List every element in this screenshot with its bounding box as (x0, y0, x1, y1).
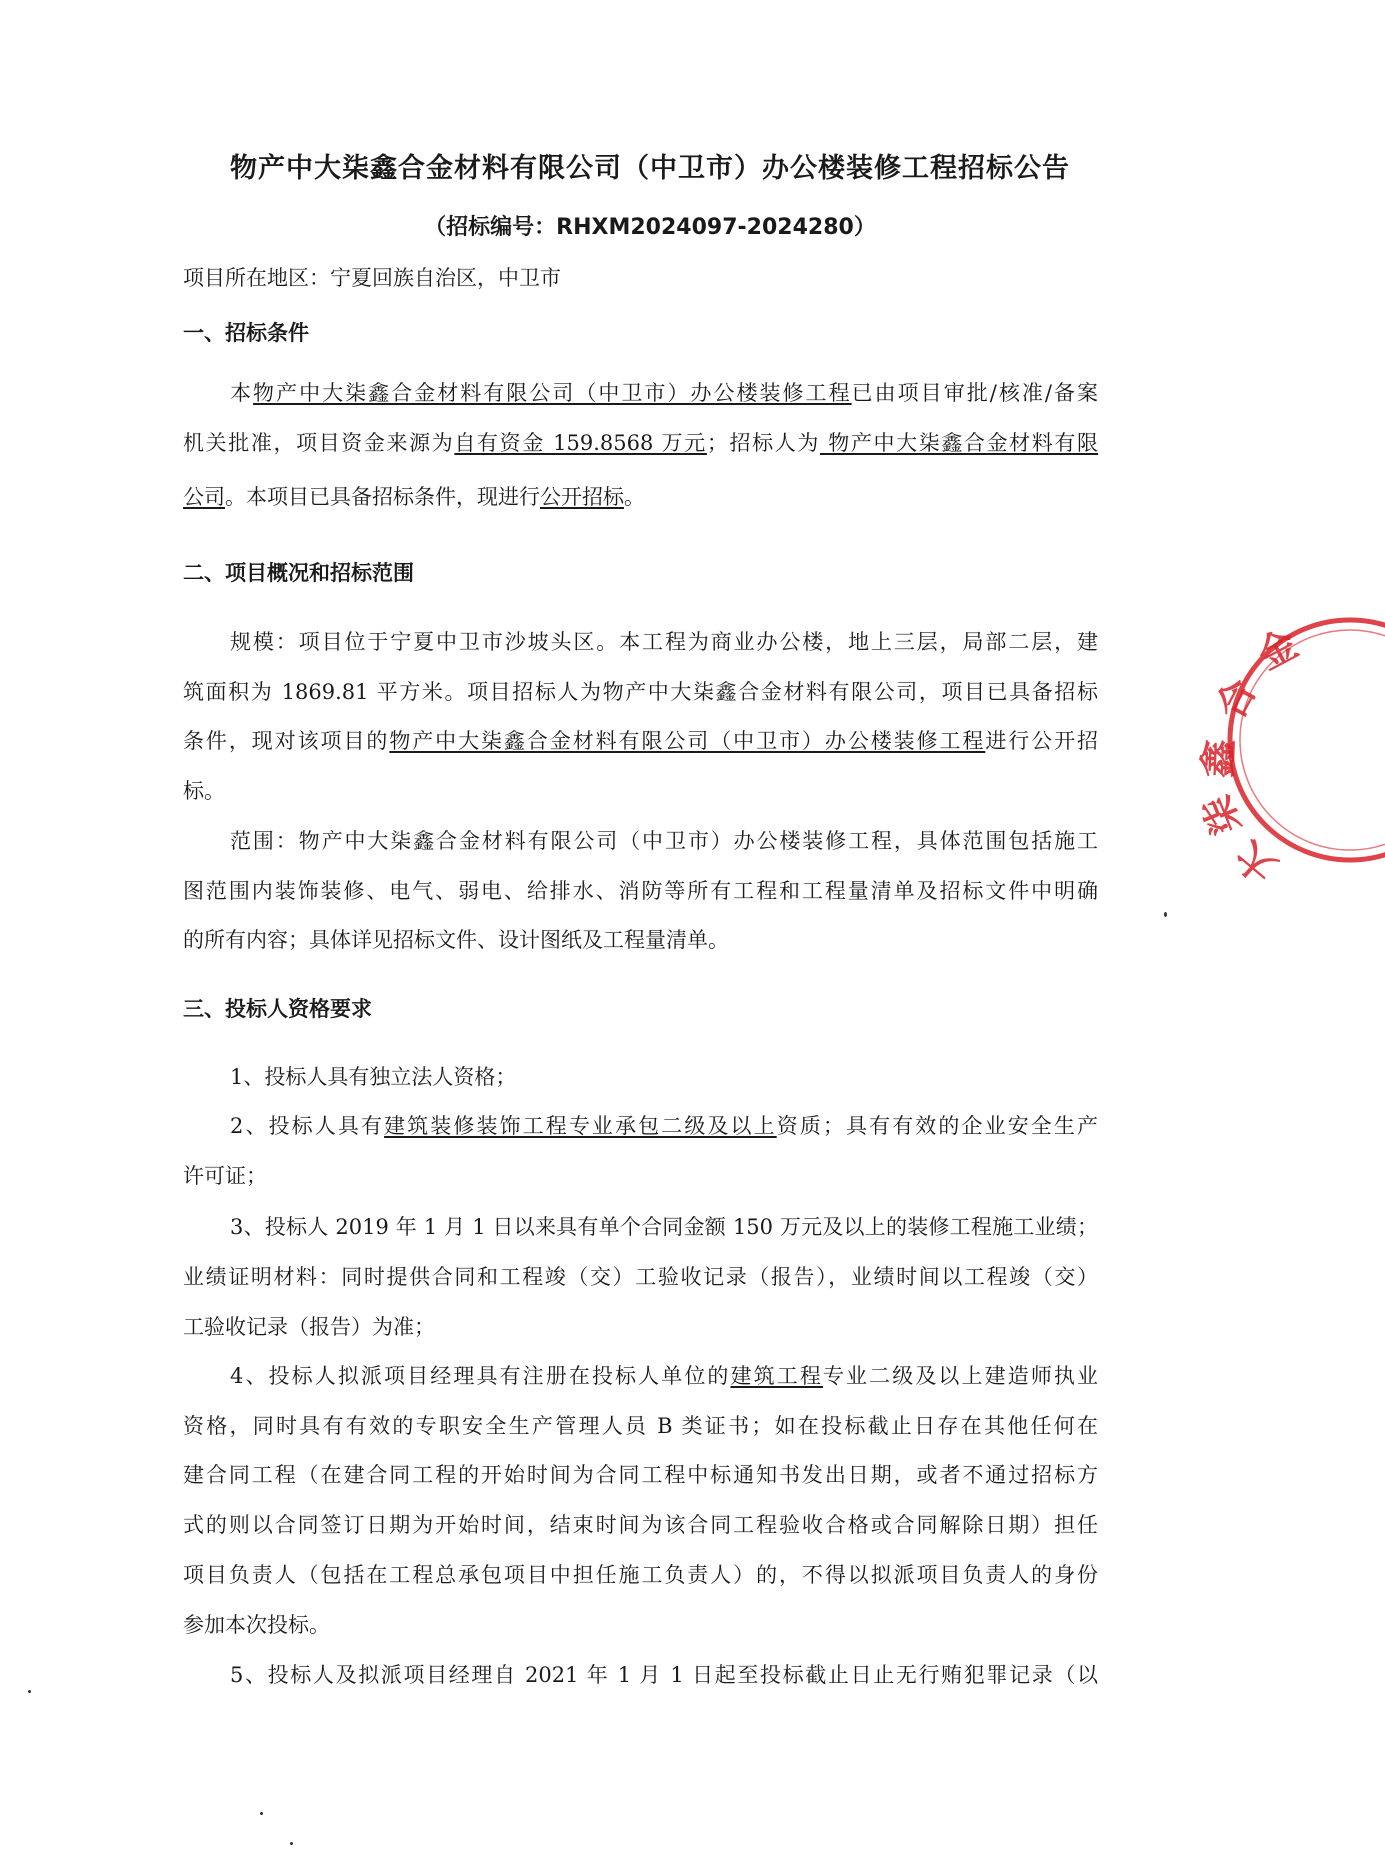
paragraph-line: 工验收记录（报告）为准； (183, 1315, 435, 1339)
text-run: 资质；具有有效的企业安全生产 (776, 1114, 1098, 1138)
svg-text:柒: 柒 (1194, 789, 1250, 842)
scan-speck (1164, 912, 1167, 917)
list-item (230, 1111, 1098, 1141)
paragraph-line: 规模：项目位于宁夏中卫市沙坡头区。本工程为商业办公楼，地上三层，局部二层，建 (230, 630, 1098, 654)
paragraph-line: 参加本次投标。 (183, 1613, 330, 1637)
text-run: 进行公开招 (985, 729, 1099, 753)
tender-number: （招标编号：RHXM2024097-2024280） (424, 215, 876, 240)
text-run: 已由项目审批/核准/备案 (851, 381, 1099, 405)
paragraph-line: 业绩证明材料：同时提供合同和工程竣（交）工验收记录（报告），业绩时间以工程竣（交） (183, 1265, 1098, 1289)
scan-speck (260, 1812, 263, 1815)
svg-text:合: 合 (1208, 672, 1265, 727)
paragraph-line: 的所有内容；具体详见招标文件、设计图纸及工程量清单。 (183, 928, 729, 952)
text-run: ；招标人为 (706, 431, 820, 455)
paragraph-line (183, 726, 1098, 756)
text-run: 条件，现对该项目的 (183, 729, 390, 753)
underlined-text: 建筑工程 (730, 1364, 823, 1388)
paragraph-line: 范围：物产中大柒鑫合金材料有限公司（中卫市）办公楼装修工程，具体范围包括施工 (230, 829, 1098, 853)
underlined-text: 建筑装修装饰工程专业承包二级及以上 (384, 1114, 777, 1138)
paragraph-line: 筑面积为 1869.81 平方米。项目招标人为物产中大柒鑫合金材料有限公司，项目已具备招标 (183, 680, 1098, 704)
paragraph-line: 式的则以合同签订日期为开始时间，结束时间为该合同工程验收合格或合同解除日期）担任 (183, 1513, 1098, 1537)
section-3-heading: 三、投标人资格要求 (183, 997, 372, 1021)
svg-text:鑫: 鑫 (1196, 738, 1242, 779)
text-run: 。 (624, 485, 645, 509)
page-title: 物产中大柒鑫合金材料有限公司（中卫市）办公楼装修工程招标公告 (230, 153, 1070, 184)
underlined-text: 物产中大柒鑫合金材料有限 (819, 431, 1099, 455)
underlined-text: 公开招标 (540, 485, 624, 509)
text-run: 机关批准，项目资金来源为 (183, 431, 455, 455)
list-item (230, 1361, 1098, 1391)
text-run: 专业二级及以上建造师执业 (822, 1364, 1099, 1388)
paragraph-line: 许可证； (183, 1164, 267, 1188)
paragraph-line: 标。 (183, 779, 225, 803)
section-1-heading: 一、招标条件 (183, 321, 309, 345)
list-item: 5、投标人及拟派项目经理自 2021 年 1 月 1 日起至投标截止日止无行贿犯罪记录（以 (230, 1663, 1098, 1687)
paragraph-line (230, 378, 1098, 408)
text-run: 。本项目已具备招标条件，现进行 (225, 485, 540, 509)
section-2-heading: 二、项目概况和招标范围 (183, 561, 414, 585)
project-location: 项目所在地区：宁夏回族自治区，中卫市 (183, 266, 561, 290)
text-run: 本 (230, 381, 254, 405)
paragraph-line (183, 428, 1098, 458)
paragraph-line: 图范围内装饰装修、电气、弱电、给排水、消防等所有工程和工程量清单及招标文件中明确 (183, 879, 1098, 903)
scan-speck (290, 1842, 293, 1845)
underlined-text: 物产中大柒鑫合金材料有限公司（中卫市）办公楼装修工程 (389, 729, 986, 753)
svg-text:大: 大 (1227, 832, 1285, 891)
underlined-text: 自有资金 159.8568 万元 (454, 431, 707, 455)
svg-text:金: 金 (1250, 621, 1305, 678)
list-item: 3、投标人 2019 年 1 月 1 日以来具有单个合同金额 150 万元及以上的装修工程施工业绩； (230, 1215, 1098, 1239)
paragraph-line: 项目负责人（包括在工程总承包项目中担任施工负责人）的，不得以拟派项目负责人的身份 (183, 1563, 1098, 1587)
text-run: 4、投标人拟派项目经理具有注册在投标人单位的 (230, 1364, 731, 1388)
paragraph-line: 资格，同时具有有效的专职安全生产管理人员 B 类证书；如在投标截止日存在其他任何在 (183, 1414, 1098, 1438)
list-item: 1、投标人具有独立法人资格； (230, 1065, 517, 1089)
company-seal (1194, 610, 1385, 891)
underlined-text: 物产中大柒鑫合金材料有限公司（中卫市）办公楼装修工程 (253, 381, 852, 405)
scan-speck (28, 1690, 31, 1693)
underlined-text: 公司 (183, 485, 225, 509)
paragraph-line: 建合同工程（在建合同工程的开始时间为合同工程中标通知书发出日期，或者不通过招标方 (183, 1463, 1098, 1487)
text-run: 2、投标人具有 (230, 1114, 385, 1138)
paragraph-line (183, 482, 1098, 512)
